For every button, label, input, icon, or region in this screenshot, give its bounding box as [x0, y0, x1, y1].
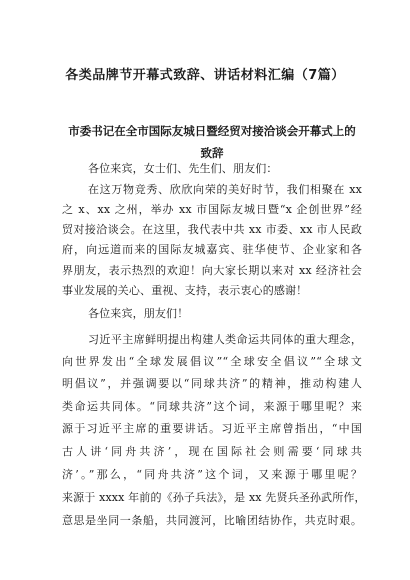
section-title [62, 120, 362, 164]
paragraph-line: 源于习近平主席的重要讲话。习近平主席曾指出，“中国 [62, 422, 362, 435]
section-title-line: 市委书记在全市国际友城日暨经贸对接洽谈会开幕式上的 [68, 124, 356, 138]
paragraph-line: 府，向远道而来的国际友城嘉宾、驻华使节、企业家和各 [62, 243, 362, 256]
document-title: 各类品牌节开幕式致辞、讲话材料汇编（7篇） [65, 68, 345, 83]
paragraph-line: 意思是坐同一条船，共同渡河，比喻团结协作，共克时艰。 [62, 514, 362, 527]
paragraph-line: 济’。”那么，“同舟共济”这个词，又来源于哪里呢？ [62, 468, 362, 481]
paragraph-line: 向世界发出“全球发展倡议”“全球安全倡议”“全球文 [62, 355, 362, 368]
paragraph-line: 在这万物竞秀、欣欣向荣的美好时节，我们相聚在 xx [88, 183, 362, 196]
section-title-line: 致辞 [200, 146, 224, 160]
salutation: 各位来宾，女士们、先生们、朋友们： [88, 162, 278, 175]
paragraph-line: 古人讲‘同舟共济’，现在国际社会则需要‘同球共 [62, 445, 362, 458]
paragraph-line: 贸对接洽谈会。在这里，我代表中共 xx 市委、xx 市人民政 [62, 223, 362, 236]
paragraph-line: 明倡议”，并强调要以“同球共济”的精神，推动构建人 [62, 377, 362, 390]
paragraph-line: 之 x、xx 之州，举办 xx 市国际友城日暨“x 企创世界”经 [62, 203, 362, 216]
paragraph-line: 类命运共同体。“同球共济”这个词，来源于哪里呢？来 [62, 400, 362, 413]
paragraph-line: 界朋友，表示热烈的欢迎！向大家长期以来对 xx 经济社会 [62, 264, 362, 277]
paragraph-line: 事业发展的关心、重视、支持，表示衷心的感谢！ [62, 284, 308, 297]
salutation: 各位来宾，朋友们！ [88, 307, 189, 320]
paragraph-line: 习近平主席鲜明提出构建人类命运共同体的重大理念， [88, 333, 362, 346]
paragraph-line: 来源于 xxxx 年前的《孙子兵法》，是 xx 先贤兵圣孙武所作， [62, 491, 366, 504]
